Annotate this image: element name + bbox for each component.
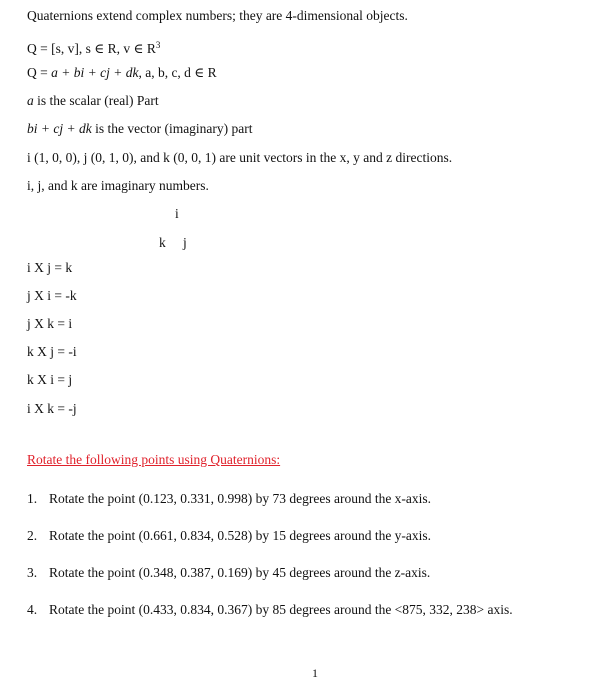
task-number: 1.: [27, 491, 38, 506]
task-text: Rotate the point (0.661, 0.834, 0.528) by 15 degrees around the y-axis.: [49, 528, 432, 543]
task-text: Rotate the point (0.433, 0.834, 0.367) by 85 degrees around the <875, 332, 238> axis.: [49, 602, 513, 617]
task-item: [27, 565, 430, 581]
quaternion-form-expression: a + bi + cj + dk: [51, 65, 139, 80]
product-item: k X i = j: [27, 372, 73, 387]
product-item: j X k = i: [27, 316, 73, 331]
product-item: i X k = -j: [27, 401, 77, 416]
task-number: 2.: [27, 528, 38, 543]
task-item: [27, 491, 431, 507]
product-item: j X i = -k: [27, 288, 77, 303]
section-heading: Rotate the following points using Quaternions:: [27, 452, 281, 467]
page-number: 1: [312, 666, 318, 680]
diagram-i: i: [175, 206, 179, 221]
quaternion-form-domain: , a, b, c, d ∈ R: [138, 65, 217, 80]
scalar-part-text: is the scalar (real) Part: [33, 93, 159, 108]
diagram-k: k: [159, 235, 166, 250]
vector-part-line: [27, 121, 253, 137]
task-number: 3.: [27, 565, 38, 580]
scalar-var: a: [27, 93, 34, 108]
scalar-part-line: [27, 93, 159, 109]
task-item: [27, 602, 513, 618]
product-item: k X j = -i: [27, 344, 77, 359]
task-item: [27, 528, 431, 544]
quaternion-definition: [27, 37, 160, 57]
quaternion-definition-text: Q = [s, v], s ∈ R, v ∈ R: [27, 41, 156, 56]
vector-expression: bi + cj + dk: [27, 121, 92, 136]
vector-part-text: is the vector (imaginary) part: [91, 121, 253, 136]
imaginary-line: i, j, and k are imaginary numbers.: [27, 178, 209, 193]
quaternion-form-q: Q =: [27, 65, 52, 80]
diagram-j: j: [183, 235, 187, 250]
task-text: Rotate the point (0.123, 0.331, 0.998) by 73 degrees around the x-axis.: [49, 491, 432, 506]
superscript: 3: [155, 40, 161, 50]
intro-line-1: Quaternions extend complex numbers; they are 4-dimensional objects.: [27, 8, 408, 23]
product-item: i X j = k: [27, 260, 73, 275]
unit-vectors-line: i (1, 0, 0), j (0, 1, 0), and k (0, 0, 1) are unit vectors in the x, y and z directions.: [27, 150, 453, 165]
quaternion-form: [27, 65, 217, 81]
task-number: 4.: [27, 602, 38, 617]
task-text: Rotate the point (0.348, 0.387, 0.169) by 45 degrees around the z-axis.: [49, 565, 431, 580]
